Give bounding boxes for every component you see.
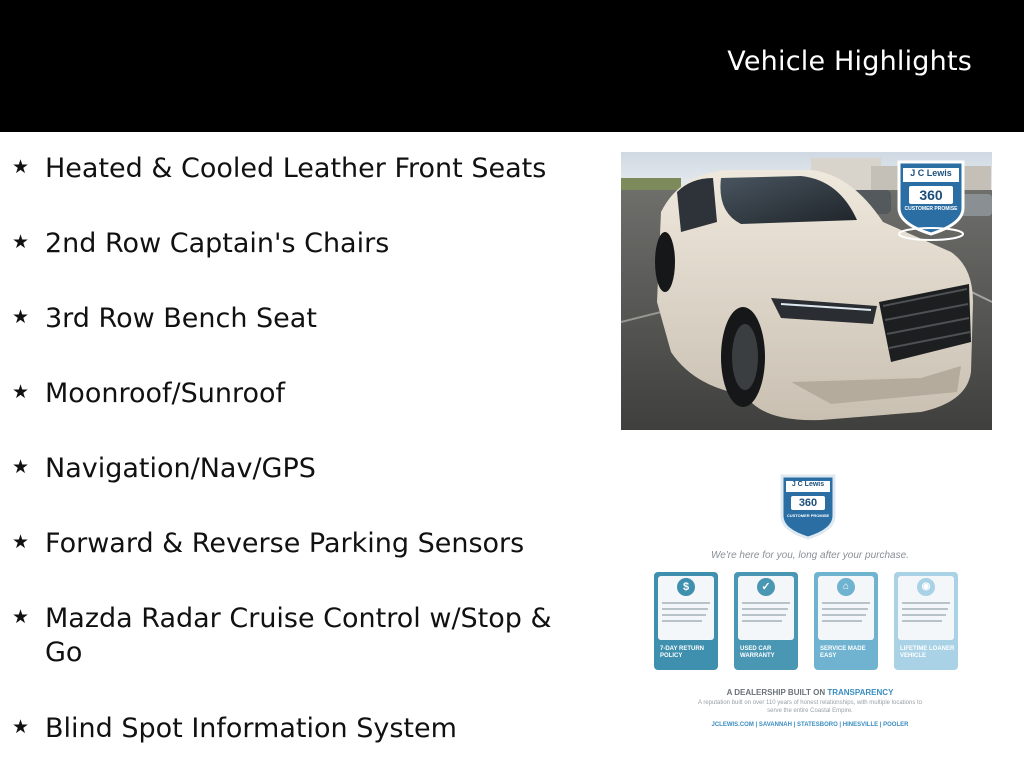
jc-lewis-360-badge bbox=[778, 472, 838, 544]
car-loaner-icon: ◉ bbox=[917, 578, 935, 596]
promise-subtext-line2: serve the entire Coastal Empire. bbox=[767, 708, 853, 714]
list-item bbox=[12, 527, 572, 561]
star-icon: ★ bbox=[12, 531, 30, 553]
badge-caption: CUSTOMER PROMISE bbox=[786, 513, 830, 518]
feature-label: 2nd Row Captain's Chairs bbox=[45, 228, 390, 259]
badge-number: 360 bbox=[798, 497, 818, 509]
star-icon: ★ bbox=[12, 231, 30, 253]
card-label-line1: LIFETIME LOANER bbox=[900, 646, 955, 652]
star-icon: ★ bbox=[12, 156, 30, 178]
star-icon: ★ bbox=[12, 456, 30, 478]
badge-brand: J C Lewis bbox=[910, 168, 952, 178]
feature-label: Mazda Radar Cruise Control w/Stop & Go bbox=[45, 603, 552, 668]
card-label-line1: USED CAR bbox=[740, 646, 772, 652]
promise-card-service bbox=[814, 572, 878, 670]
star-icon: ★ bbox=[12, 306, 30, 328]
card-label-line1: 7-DAY RETURN bbox=[660, 646, 705, 652]
star-icon: ★ bbox=[12, 606, 30, 628]
list-item bbox=[12, 302, 572, 336]
header-bar bbox=[0, 0, 1024, 132]
feature-label: Heated & Cooled Leather Front Seats bbox=[45, 153, 547, 184]
customer-promise-infographic bbox=[630, 468, 990, 743]
promise-card-return bbox=[654, 572, 718, 670]
promise-tagline: We're here for you, long after your purchase. bbox=[711, 550, 909, 561]
feature-label: Moonroof/Sunroof bbox=[45, 378, 286, 409]
badge-caption: CUSTOMER PROMISE bbox=[904, 206, 958, 212]
feature-label: Navigation/Nav/GPS bbox=[45, 453, 316, 484]
warranty-badge-icon: ✓ bbox=[757, 578, 775, 596]
feature-label: 3rd Row Bench Seat bbox=[45, 303, 317, 334]
badge-number: 360 bbox=[919, 187, 943, 203]
list-item bbox=[12, 452, 572, 486]
return-dollar-icon: $ bbox=[677, 578, 695, 596]
star-icon: ★ bbox=[12, 381, 30, 403]
house-service-icon: ⌂ bbox=[837, 578, 855, 596]
list-item bbox=[12, 227, 572, 261]
list-item bbox=[12, 602, 572, 670]
list-item bbox=[12, 712, 572, 746]
promise-card-warranty bbox=[734, 572, 798, 670]
list-item bbox=[12, 152, 572, 186]
promise-heading bbox=[630, 688, 990, 697]
badge-brand: J C Lewis bbox=[791, 481, 825, 488]
card-label-line2: VEHICLE bbox=[900, 653, 927, 659]
promise-card-loaner bbox=[894, 572, 958, 670]
card-label-line2: POLICY bbox=[660, 653, 683, 659]
card-label-line2: WARRANTY bbox=[740, 653, 775, 659]
list-item bbox=[12, 377, 572, 411]
promise-footer-locations: JCLEWIS.COM | SAVANNAH | STATESBORO | HINESVILLE | POOLER bbox=[711, 722, 909, 728]
promise-subtext-line1: A reputation built on over 110 years of honest relationships, with multiple locations to bbox=[697, 700, 923, 706]
promise-heading-prefix: A DEALERSHIP BUILT ON bbox=[726, 688, 828, 697]
feature-label: Forward & Reverse Parking Sensors bbox=[45, 528, 525, 559]
promise-heading-highlight: TRANSPARENCY bbox=[827, 688, 894, 697]
vehicle-photo bbox=[621, 152, 992, 430]
page-title: Vehicle Highlights bbox=[727, 46, 972, 77]
feature-label: Blind Spot Information System bbox=[45, 713, 457, 744]
card-label-line2: EASY bbox=[820, 653, 837, 659]
card-label-line1: SERVICE MADE bbox=[820, 646, 866, 652]
star-icon: ★ bbox=[12, 716, 30, 738]
jc-lewis-360-badge bbox=[895, 158, 967, 242]
